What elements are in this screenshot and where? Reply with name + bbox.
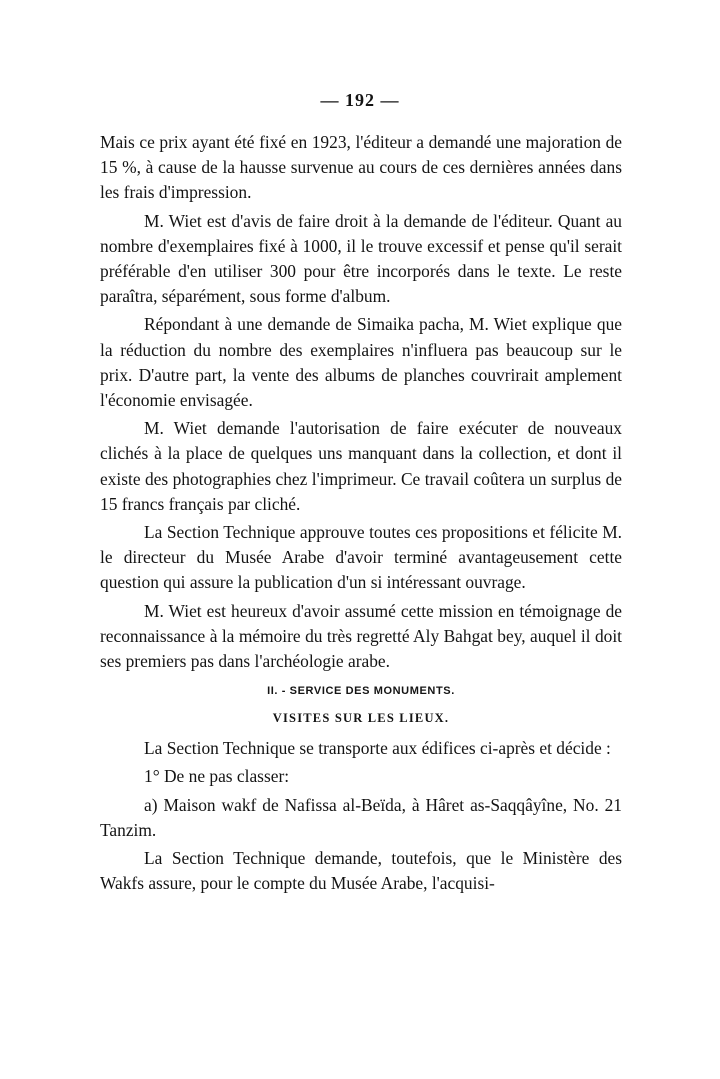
paragraph-wiet-opinion: M. Wiet est d'avis de faire droit à la demande de l'éditeur. Quant au nombre d'exemplaires fixé à 1000, il le trouve excessif et pense qu'il serait préférable d'en utiliser 300 pour être incorporés dans le texte. Le reste paraîtra, séparément, sous forme d'album. <box>100 210 622 307</box>
page-number: — 192 — <box>320 90 400 110</box>
subsection-heading: VISITES SUR LES LIEUX. <box>272 711 450 726</box>
paragraph-price-increase: Mais ce prix ayant été fixé en 1923, l'éditeur a demandé une majoration de 15 %, à cause de la hausse survenue au cours de ces dernières années dans les frais d'impression. <box>100 132 622 203</box>
paragraph-site-visit: La Section Technique se transporte aux édifices ci-après et décide : <box>144 738 611 759</box>
paragraph-simaika-response: Répondant à une demande de Simaika pacha, M. Wiet explique que la réduction du nombre des exemplaires n'influera pas beaucoup sur le prix. D'autre part, la vente des albums de planches couvrirait amplement l'économie envisagée. <box>100 314 622 411</box>
paragraph-approval: La Section Technique approuve toutes ces propositions et félicite M. le directeur du Musée Arabe d'avoir terminé avantageusement cette question qui assure la publication d'un si intéressant ouvrage. <box>100 522 622 593</box>
paragraph-tribute: M. Wiet est heureux d'avoir assumé cette mission en témoignage de reconnaissance à la mémoire du très regretté Aly Bahgat bey, auquel il doit ses premiers pas dans l'archéologie arabe. <box>100 600 622 672</box>
paragraph-ministry-request: La Section Technique demande, toutefois, que le Ministère des Wakfs assure, pour le compte du Musée Arabe, l'acquisi- <box>100 848 622 894</box>
section-heading: II. - SERVICE DES MONUMENTS. <box>267 685 455 698</box>
page-body <box>100 130 622 899</box>
paragraph-not-classify: 1° De ne pas classer: <box>144 766 290 787</box>
paragraph-maison-wakf: a) Maison wakf de Nafissa al-Beïda, à Hâret as-Saqqâyîne, No. 21 Tanzim. <box>100 794 622 840</box>
paragraph-new-plates: M. Wiet demande l'autorisation de faire exécuter de nouveaux clichés à la place de quelques uns manquant dans la collection, et dont il existe des photographies chez l'imprimeur. Ce travail coûtera un surplus de 15 francs français par cliché. <box>100 418 622 514</box>
